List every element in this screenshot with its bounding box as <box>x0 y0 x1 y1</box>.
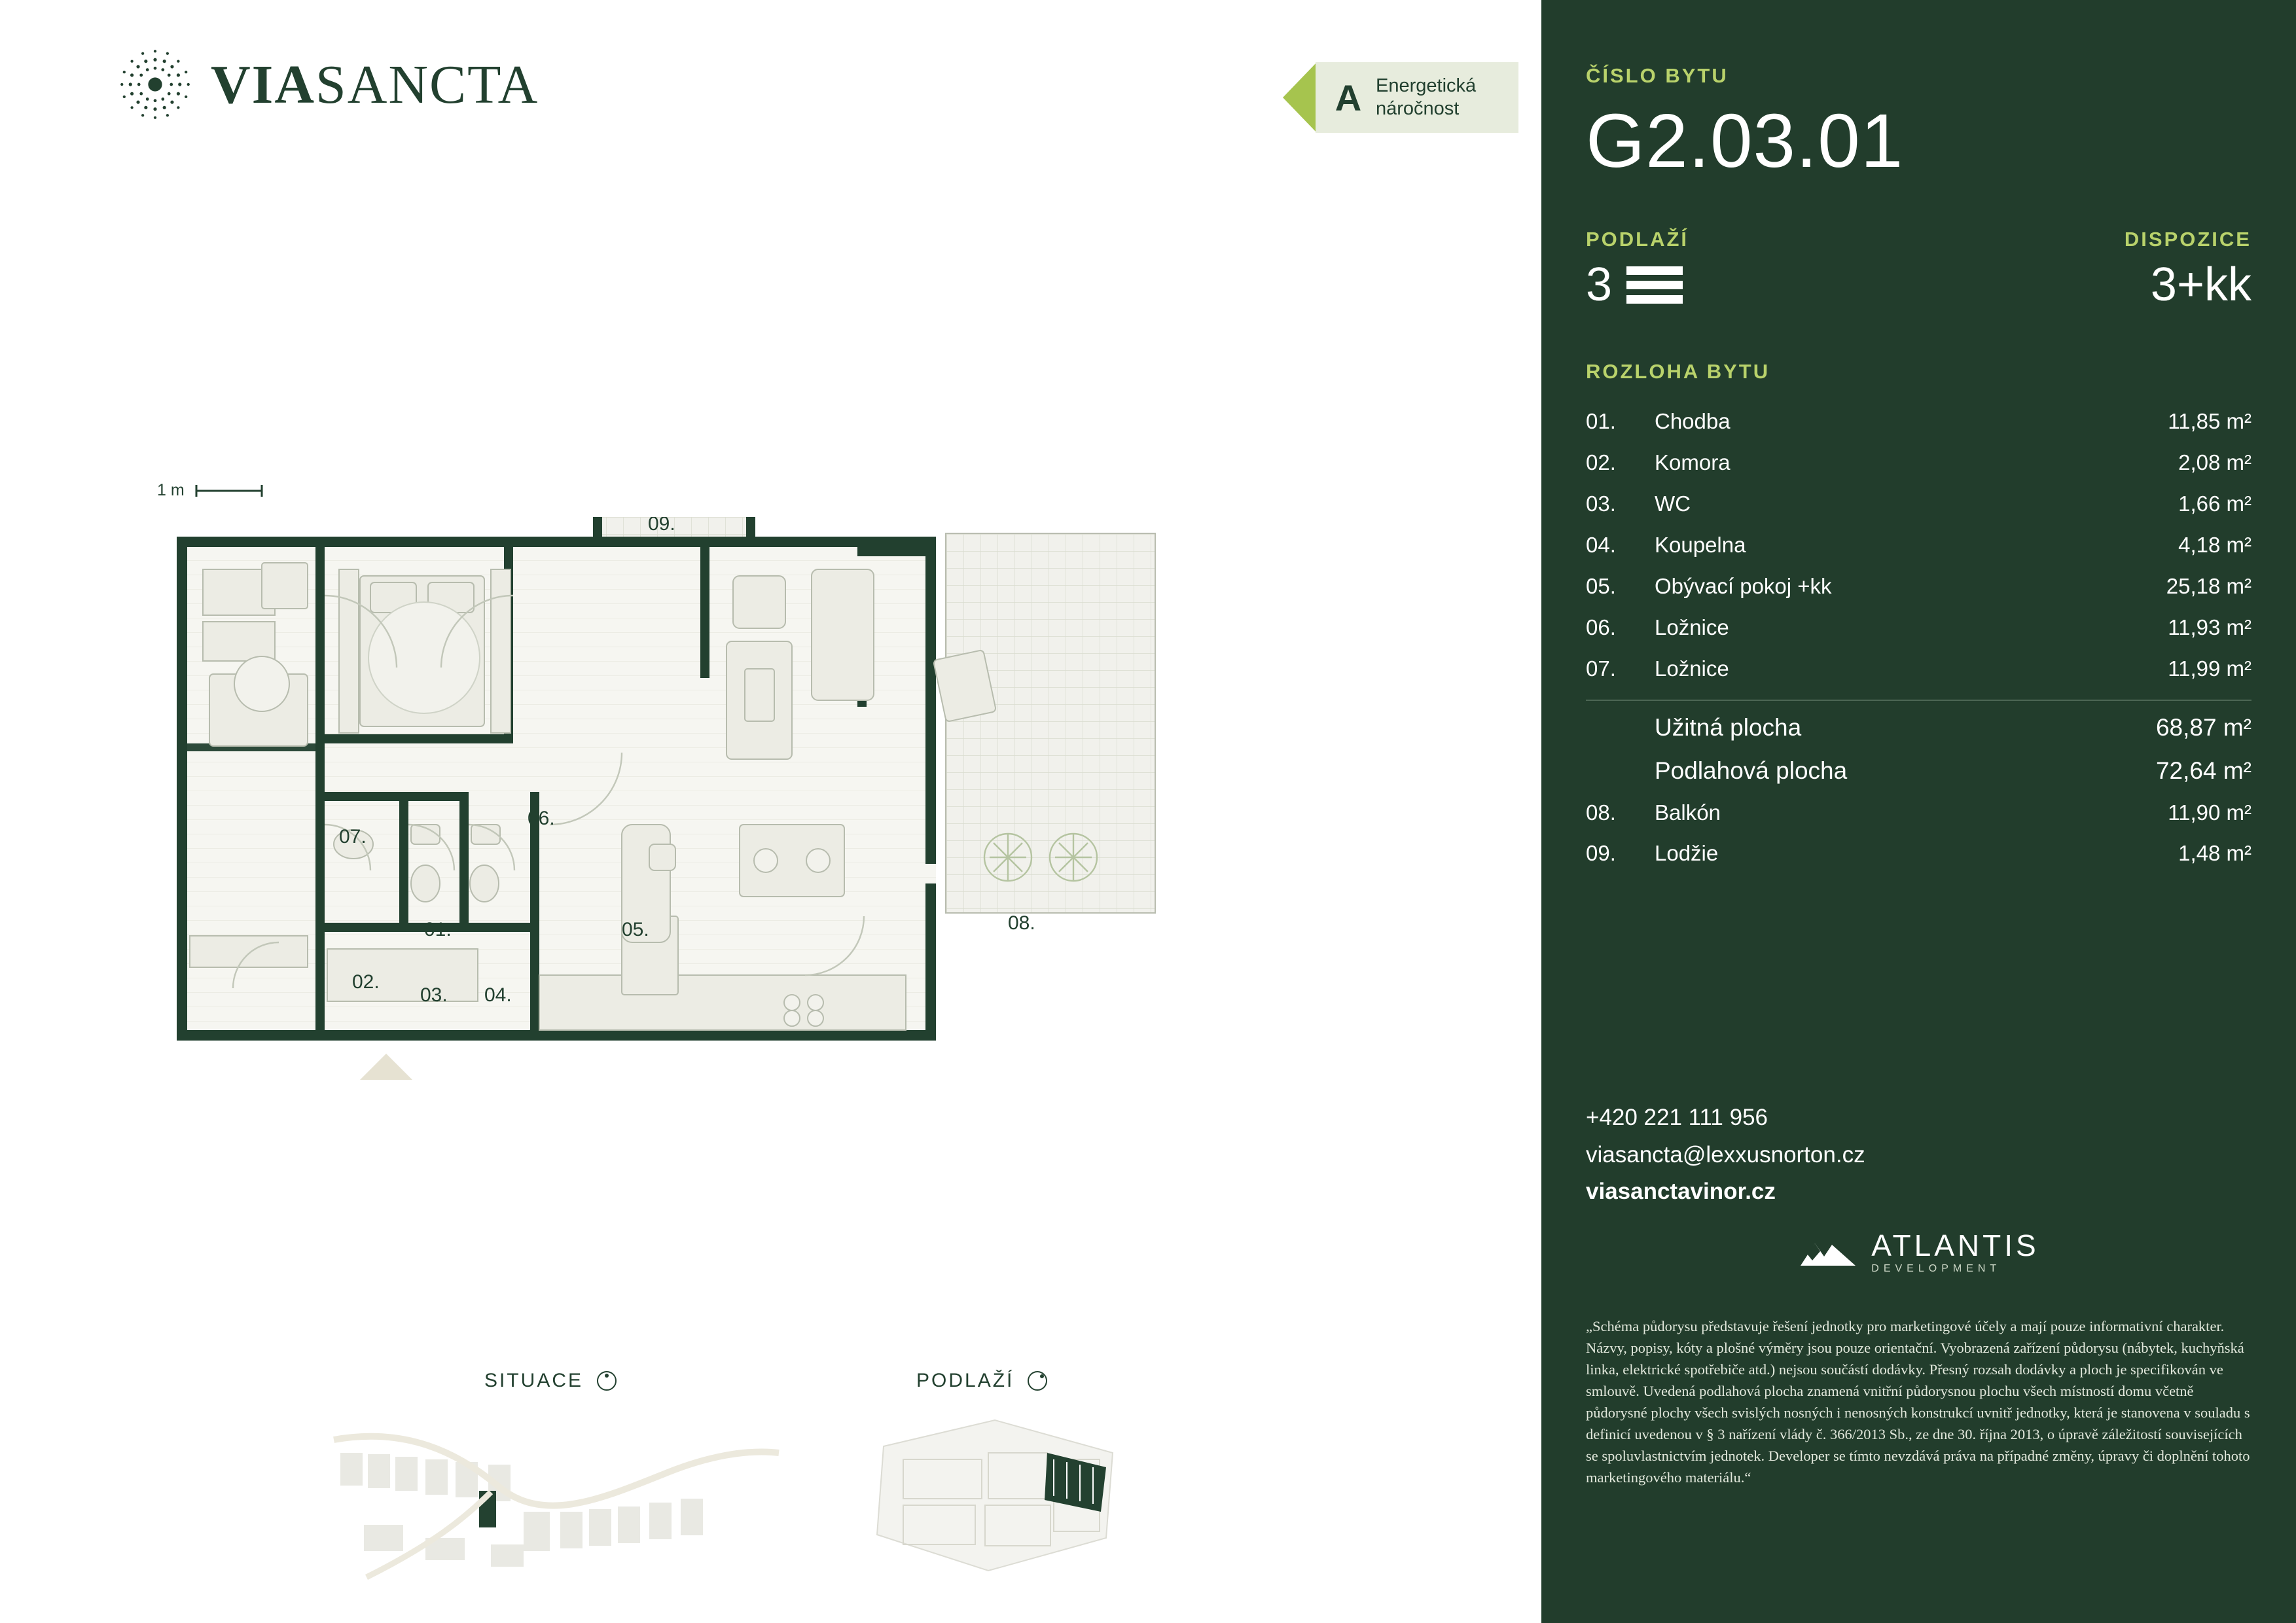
info-panel <box>1541 0 2296 1623</box>
room-num: 04. <box>1586 532 1616 557</box>
totals-table <box>1586 706 2251 874</box>
room-name: Chodba <box>1655 408 1731 433</box>
layout-value-row <box>1919 258 2252 312</box>
total-area: 68,87 m² <box>2155 714 2251 741</box>
floor-value: 3 <box>1586 259 1613 311</box>
layout-label: DISPOZICE <box>2124 228 2251 251</box>
table-row <box>1586 648 2251 689</box>
room-name: WC <box>1655 491 1691 516</box>
floor-indicator-icon <box>1626 266 1683 304</box>
contact-block <box>1586 1099 2251 1211</box>
table-row <box>1586 565 2251 607</box>
room-name: Obývací pokoj +kk <box>1655 573 1832 598</box>
disclaimer-text: „Schéma půdorysu představuje řešení jednotky pro marketingové účely a mají pouze informativní charakter. Názvy, popisy, kóty a plošné výměry jsou pouze orientační. Vyobrazená zařízení půdorysu (nábytek, kuchyňská linka, elektrické spotřebiče atd.) nejsou součástí dodávky. Přesný rozsah dodávky a ploch je specifikován ve smlouvě. Uvedená podlahová plocha znamená vnitřní půdorysnou plochu všech místností domu včetně půdorysné plochy všech svislých nosných i nenosných konstrukcí uvnitř jednotky, která je stanovena v souladu s definicí uvedenou v § 3 nařízení vlády č. 366/2013 Sb., ze dne 30. října 2013, o úpravě záležitostí souvisejících se spoluvlastnictvím jednotek. Developer se tímto nevzdává práva na případné změny, úpravy či doplnění tohoto marketingového materiálu.“ <box>1586 1318 2250 1486</box>
room-area: 11,99 m² <box>2168 656 2251 681</box>
north-compass-icon-2 <box>1024 1368 1050 1394</box>
brand-name-part1: VIA <box>211 54 316 115</box>
energy-badge <box>1283 62 1518 133</box>
total-area: 72,64 m² <box>2155 757 2251 784</box>
table-divider <box>1586 700 2251 701</box>
developer-sub: DEVELOPMENT <box>1871 1263 2001 1274</box>
unit-kicker: ČÍSLO BYTU <box>1586 64 1729 87</box>
room-name: Komora <box>1655 450 1731 474</box>
scale-label: 1 m <box>157 481 185 499</box>
developer-name: ATLANTIS <box>1871 1228 2039 1262</box>
room-area: 2,08 m² <box>2178 450 2251 474</box>
total-name: Lodžie <box>1655 841 1719 865</box>
room-area: 11,85 m² <box>2168 408 2251 433</box>
room-area: 4,18 m² <box>2178 532 2251 557</box>
brand-logo <box>117 46 539 123</box>
brand-name <box>211 53 539 116</box>
room-area: 1,66 m² <box>2178 491 2251 516</box>
room-num: 05. <box>1586 573 1616 598</box>
unit-number: G2.03.01 <box>1586 98 1904 183</box>
total-num: 09. <box>1586 841 1616 865</box>
energy-label-line2: náročnost <box>1376 98 1460 119</box>
brand-name-part2: SANCTA <box>315 54 539 115</box>
floor-key-thumbnail[interactable] <box>857 1407 1132 1587</box>
floor-block <box>1586 228 1919 312</box>
total-area: 11,90 m² <box>2168 800 2251 825</box>
total-area: 1,48 m² <box>2178 841 2251 865</box>
table-row <box>1586 833 2251 874</box>
total-num: 08. <box>1586 800 1616 825</box>
situace-heading <box>484 1368 620 1394</box>
floor-label: PODLAŽÍ <box>1586 228 1689 251</box>
room-area: 11,93 m² <box>2168 615 2251 639</box>
energy-body <box>1316 62 1518 133</box>
room-name: Koupelna <box>1655 532 1746 557</box>
table-row <box>1586 442 2251 483</box>
site-plan-thumbnail[interactable] <box>327 1414 785 1587</box>
energy-label-line1: Energetická <box>1376 75 1477 96</box>
contact-web[interactable]: viasanctavinor.cz <box>1586 1179 1776 1205</box>
total-name: Užitná plocha <box>1655 714 1802 741</box>
floor-plan-drawing <box>164 517 1342 1106</box>
developer-name-block <box>1871 1230 2039 1274</box>
podlazi-heading <box>916 1368 1050 1394</box>
energy-label <box>1376 75 1476 121</box>
total-num <box>1586 749 1655 793</box>
total-num <box>1586 706 1655 749</box>
table-row <box>1586 793 2251 833</box>
room-area-table <box>1586 401 2251 689</box>
floor-plan <box>164 517 1342 1106</box>
scale-bar <box>157 481 266 500</box>
contact-phone[interactable]: +420 221 111 956 <box>1586 1105 1768 1130</box>
energy-arrow-icon <box>1283 62 1317 133</box>
table-row <box>1586 524 2251 565</box>
contact-email[interactable]: viasancta@lexxusnorton.cz <box>1586 1141 1865 1168</box>
room-num: 03. <box>1586 491 1616 516</box>
layout-value: 3+kk <box>2150 259 2251 311</box>
developer-logo <box>1541 1230 2296 1274</box>
energy-class: A <box>1335 77 1362 118</box>
plan-label-04: 04. <box>484 984 512 1006</box>
floor-value-row <box>1586 258 1919 312</box>
room-num: 07. <box>1586 656 1616 681</box>
areas-title: ROZLOHA BYTU <box>1586 360 1770 383</box>
entrance-marker <box>360 1054 412 1080</box>
mountain-logo-icon <box>1798 1233 1858 1272</box>
plan-label-03: 03. <box>420 984 448 1006</box>
room-num: 01. <box>1586 408 1616 433</box>
table-row <box>1586 749 2251 793</box>
table-row <box>1586 706 2251 749</box>
room-name: Ložnice <box>1655 656 1729 681</box>
scale-bar-icon <box>194 482 266 499</box>
room-num: 06. <box>1586 615 1616 639</box>
situace-label: SITUACE <box>484 1370 584 1391</box>
table-row <box>1586 607 2251 648</box>
total-name: Podlahová plocha <box>1655 757 1848 784</box>
plan-label-05: 05. <box>622 919 649 940</box>
unit-meta <box>1586 228 2251 312</box>
podlazi-label: PODLAŽÍ <box>916 1370 1014 1391</box>
plan-label-09: 09. <box>648 517 675 535</box>
plan-label-08: 08. <box>1008 912 1035 934</box>
room-area: 25,18 m² <box>2166 573 2251 598</box>
room-num: 02. <box>1586 450 1616 474</box>
table-row <box>1586 401 2251 442</box>
plan-label-01: 01. <box>424 919 452 940</box>
plan-label-07: 07. <box>339 826 367 847</box>
total-name: Balkón <box>1655 800 1721 825</box>
table-row <box>1586 483 2251 524</box>
plan-label-06: 06. <box>528 808 555 829</box>
thumbnails-row <box>0 1329 1541 1610</box>
circular-dots-logo-icon <box>117 46 194 123</box>
north-compass-icon <box>594 1368 620 1394</box>
room-name: Ložnice <box>1655 615 1729 639</box>
plan-label-02: 02. <box>352 971 380 993</box>
layout-block <box>1919 228 2252 312</box>
